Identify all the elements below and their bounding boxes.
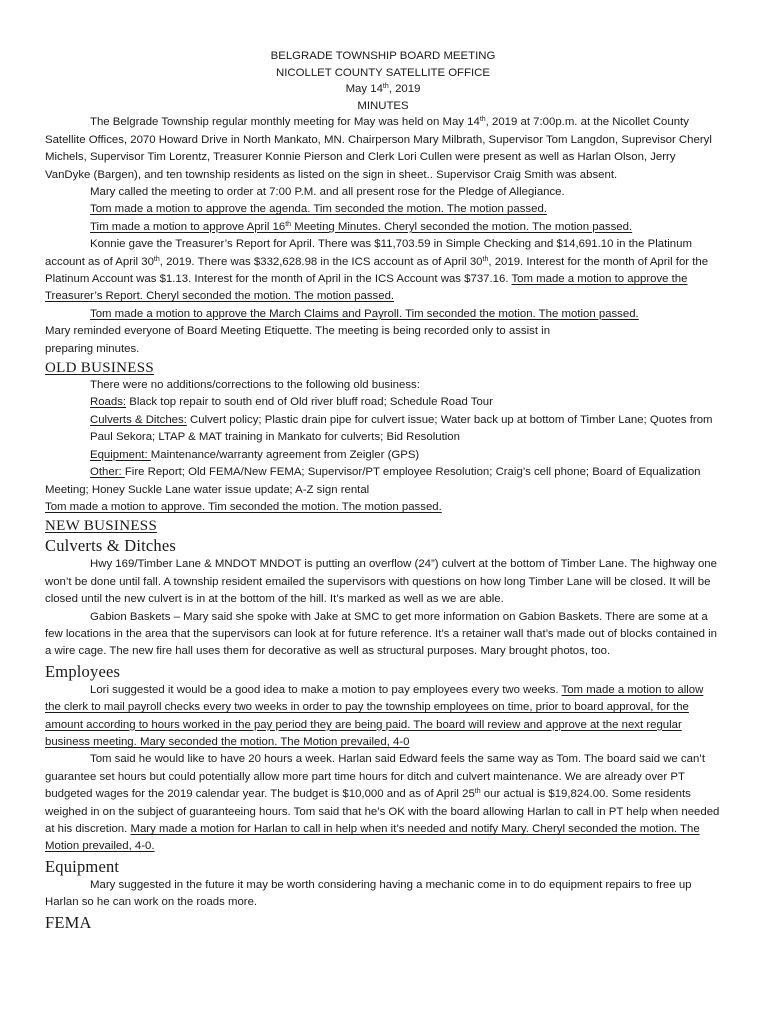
date-suffix: th [382, 83, 389, 91]
attendance-paragraph [45, 114, 721, 184]
treasurer-suffix-1: th [153, 255, 160, 263]
meeting-title: BELGRADE TOWNSHIP BOARD MEETING [270, 50, 496, 62]
minutes-motion-suffix: th [285, 220, 292, 228]
minutes-motion [45, 219, 721, 236]
agenda-motion: Tom made a motion to approve the agenda. Tim seconded the motion. The motion passed. [90, 203, 547, 216]
meeting-date [45, 81, 721, 98]
claims-motion: Tom made a motion to approve the March Claims and Payroll. Tim seconded the motion. The motion passed. [90, 307, 639, 320]
minutes-motion-a: Tim made a motion to approve April 16 [90, 220, 286, 233]
roads-text: Black top repair to south end of Old river bluff road; Schedule Road Tour [126, 396, 493, 409]
minutes-motion-b: Meeting Minutes. Cheryl seconded the motion. The motion passed. [291, 220, 633, 233]
hours-text-a: Tom said he would like to have 20 hours a week. Harlan said Edward feels the same way as Tom. The board said we can’t guarantee set hours but could potentially allow more part time hours for ditch and culvert maintenance. We are already over PT budgeted wages for the 2019 calendar year. The budget is $10,000 and as of April 25 [45, 753, 705, 801]
mechanic-paragraph: Mary suggested in the future it may be worth considering having a mechanic come in to do equipment repairs to free up Harlan so he can work on the roads more. [45, 878, 692, 909]
treasurer-report [45, 236, 721, 306]
culverts-item [45, 412, 721, 447]
payroll-paragraph [45, 682, 721, 752]
hours-motion: Mary made a motion for Harlan to call in help when it’s needed and notify Mary. Cheryl seconded the motion. The Motion prevailed, 4-0. [45, 823, 700, 853]
roads-item [45, 394, 721, 411]
attendance-text-b: , 2019 at 7:00p.m. at the Nicollet County Satellite Offices, 2070 Howard Drive in North Mankato, MN. Chairperson Mary Milbrath, Supervisor Tom Langdon, Suprevisor Cheryl Michels, Supervisor Tim Lorentz, Treasurer Konnie Pierson and Clerk Lori Cullen were present as well as Harlan Olson, Jerry VanDyke (Bargen), and ten township residents as listed on the sign in sheet.. Supervisor Craig Smith was absent. [45, 116, 712, 181]
hours-paragraph [45, 751, 721, 855]
minutes-page [45, 48, 721, 933]
other-item [45, 464, 721, 499]
timber-lane-paragraph: Hwy 169/Timber Lane & MNDOT MNDOT is putting an overflow (24”) culvert at the bottom of Timber Lane. The highway one won’t be done until fall. A township resident emailed the supervisors with questions on how long Timber Lane will be closed. It will be closed until the new culvert is in at the bottom of the hill. It’s marked as well as we are able. [45, 558, 717, 606]
other-label: Other: [90, 466, 125, 479]
other-text: Fire Report; Old FEMA/New FEMA; Supervisor/PT employee Resolution; Craig’s cell phone; Board of Equalization Meeting; Honey Suckle Lane water issue update; A-Z sign rental [45, 466, 701, 496]
equipment-text: Maintenance/warranty agreement from Zeigler (GPS) [150, 448, 420, 461]
equipment-item [45, 447, 721, 464]
gabion-baskets-paragraph: Gabion Baskets – Mary said she spoke with Jake at SMC to get more information on Gabion Baskets. There are some at a few locations in the area that the supervisors can look at for future reference. It’s a retainer wall that’s made out of blocks contained in a wire cage. The new fire hall uses them for decorative as well as structural purposes. Mary brought photos, too. [45, 610, 717, 658]
roads-label: Roads: [90, 396, 127, 409]
equipment-heading: Equipment [45, 856, 120, 876]
treasurer-motion: Tom made a motion to approve the Treasurer’s Report. Cheryl seconded the motion. The motion passed. [45, 273, 688, 303]
old-business-motion: Tom made a motion to approve. Tim seconded the motion. The motion passed. [45, 500, 442, 513]
date-year: , 2019 [388, 83, 421, 96]
document-type: MINUTES [357, 99, 409, 112]
culverts-ditches-heading: Culverts & Ditches [45, 536, 176, 556]
equipment-label: Equipment: [90, 448, 151, 461]
employees-heading: Employees [45, 661, 121, 681]
hours-text-b: our actual is $19,824.00. Some residents weighed in on the subject of guaranteeing hours. Tom said that he’s OK with the board allowing Harlan to call in PT help when needed at his discretion. [45, 788, 720, 835]
attendance-suffix: th [479, 116, 486, 124]
office-name: NICOLLET COUNTY SATELLITE OFFICE [276, 66, 490, 79]
call-to-order: Mary called the meeting to order at 7:00 P.M. and all present rose for the Pledge of Allegiance. [90, 186, 565, 198]
new-business-heading: NEW BUSINESS [45, 518, 158, 535]
treasurer-suffix-2: th [482, 255, 489, 263]
treasurer-text-c: , 2019. Interest for the month of April for the Platinum Account was $1.13. Interest for the month of April in the ICS Account was $737.16. [45, 255, 709, 286]
old-business-section [45, 377, 721, 516]
payroll-text: Lori suggested it would be a good idea to make a motion to pay employees every two weeks. [90, 683, 562, 696]
payroll-motion: Tom made a motion to allow the clerk to mail payroll checks every two weeks in order to pay the township employees on time, prior to board approval, for the amount according to hours worked in the pay period they are being paid. The board will review and approve at the next regular business meeting. Mary seconded the motion. The Motion prevailed, 4-0 [45, 683, 704, 748]
treasurer-text-a: Konnie gave the Treasurer’s Report for April. There was $11,703.59 in Simple Checking and $14,691.10 in the Platinum account as of April 30 [45, 238, 692, 268]
old-business-heading: OLD BUSINESS [45, 360, 155, 377]
etiquette-reminder: Mary reminded everyone of Board Meeting Etiquette. The meeting is being recorded only to assist in preparing minutes. [45, 325, 551, 355]
fema-heading: FEMA [45, 912, 92, 932]
culverts-label: Culverts & Ditches: [90, 413, 187, 426]
date-text: May 14 [345, 83, 383, 96]
old-business-intro: There were no additions/corrections to the following old business: [90, 379, 420, 392]
treasurer-text-b: , 2019. There was $332,628.98 in the ICS account as of April 30 [159, 255, 483, 268]
document-header [45, 48, 721, 114]
hours-suffix: th [474, 788, 481, 796]
attendance-text-a: The Belgrade Township regular monthly meeting for May was held on May 14 [90, 116, 480, 129]
culverts-text: Culvert policy; Plastic drain pipe for culvert issue; Water back up at bottom of Timber Lane; Quotes from Paul Sekora; LTAP & MAT training in Mankato for culverts; Bid Resolution [90, 413, 713, 444]
